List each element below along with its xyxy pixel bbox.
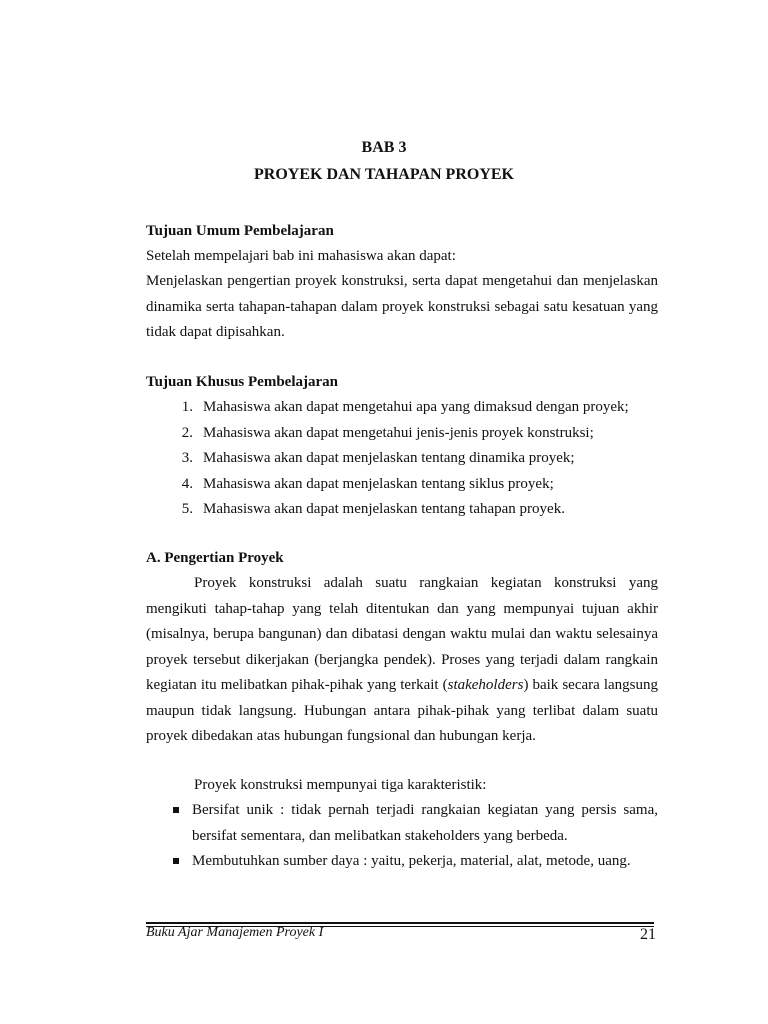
page-number: 21 (640, 926, 656, 943)
specific-objectives-heading: Tujuan Khusus Pembelajaran (146, 374, 338, 390)
general-objective-text: Menjelaskan pengertian proyek konstruksi, serta dapat mengetahui dan menjelaskan dinamika serta tahapan-tahapan dalam proyek konstruksi sebagai satu kesatuan yang tidak dapat dipisahkan. (146, 273, 658, 340)
chapter-number: BAB 3 (361, 139, 407, 156)
square-bullet-icon (146, 798, 192, 849)
list-item-text: Mahasiswa akan dapat mengetahui jenis-jenis proyek konstruksi; (203, 424, 594, 441)
list-item-number: 5. (181, 501, 193, 517)
specific-objectives-list (146, 395, 658, 523)
footer-divider (146, 922, 654, 924)
list-item-text: Mahasiswa akan dapat menjelaskan tentang siklus proyek; (203, 475, 554, 492)
list-item-number: 2. (181, 424, 193, 441)
chapter-title: PROYEK DAN TAHAPAN PROYEK (254, 166, 514, 183)
list-item-number: 4. (181, 475, 193, 492)
square-bullet-icon (146, 849, 192, 875)
general-objective-heading: Tujuan Umum Pembelajaran (146, 223, 334, 239)
list-item-text: Bersifat unik : tidak pernah terjadi rangkaian kegiatan yang persis sama, bersifat sementara, dan melibatkan stakeholders yang berbeda. (192, 802, 658, 844)
list-item-text: Mahasiswa akan dapat mengetahui apa yang dimaksud dengan proyek; (203, 399, 629, 415)
section-a-paragraph-2: Proyek konstruksi mempunyai tiga karakteristik: (194, 777, 487, 793)
list-item-text: Mahasiswa akan dapat menjelaskan tentang tahapan proyek. (203, 501, 565, 517)
list-item (146, 798, 658, 849)
stakeholders-term: stakeholders (447, 677, 524, 693)
characteristics-list (146, 798, 658, 875)
list-item-number: 1. (181, 399, 193, 415)
list-item (146, 849, 658, 875)
list-item-number: 3. (181, 450, 193, 466)
list-item (146, 446, 658, 472)
list-item-text: Membutuhkan sumber daya : yaitu, pekerja, material, alat, metode, uang. (192, 853, 631, 869)
general-objective-intro: Setelah mempelajari bab ini mahasiswa akan dapat: (146, 248, 456, 264)
paragraph-text: Proyek konstruksi adalah suatu rangkaian kegiatan konstruksi yang mengikuti tahap-tahap yang telah ditentukan dan yang mempunyai tujuan akhir (misalnya, berupa bangunan) dan dibatasi dengan waktu mulai dan waktu selesainya proyek tersebut dikerjakan (berjangka pendek). Proses yang terjadi dalam rangkain kegiatan itu melibatkan pihak-pihak yang terkait ( (146, 575, 658, 693)
list-item (146, 472, 658, 498)
list-item (146, 421, 658, 447)
section-a-heading: A. Pengertian Proyek (146, 550, 284, 566)
section-a-paragraph-1 (146, 571, 658, 750)
footer-book-title: Buku Ajar Manajemen Proyek I (146, 925, 324, 940)
list-item (146, 497, 658, 523)
list-item-text: Mahasiswa akan dapat menjelaskan tentang dinamika proyek; (203, 450, 575, 466)
paragraph-text: ) baik secara langsung maupun tidak langsung. Hubungan antara pihak-pihak yang terlibat dalam suatu proyek dibedakan atas hubungan fungsional dan hubungan kerja. (146, 677, 658, 744)
list-item (146, 395, 658, 421)
